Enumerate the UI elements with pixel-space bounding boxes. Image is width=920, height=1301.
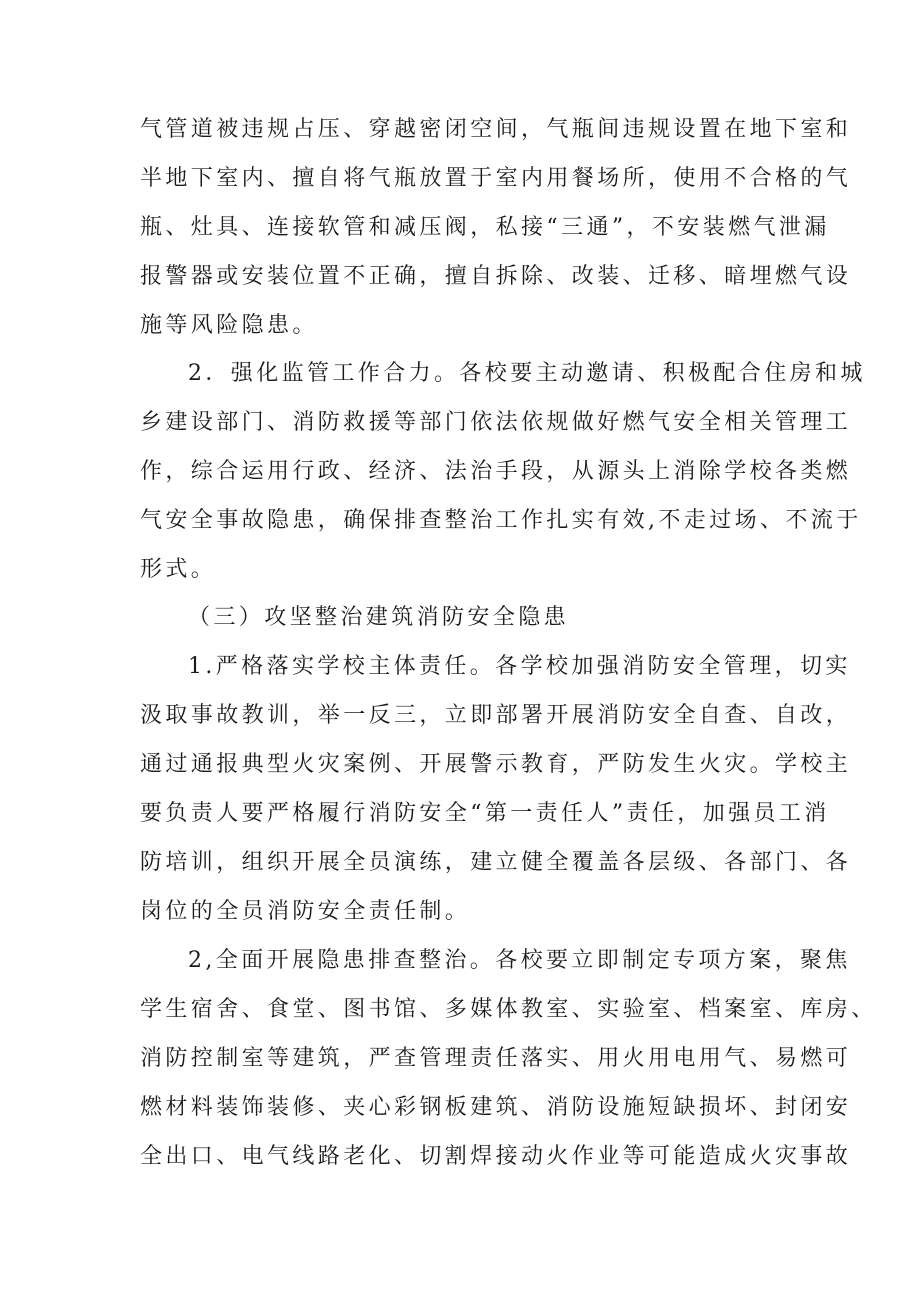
paragraph-line: 学生宿舍、食堂、图书馆、多媒体教室、实验室、档案室、库房、 bbox=[140, 997, 877, 1022]
section-heading: （三）攻坚整治建筑消防安全隐患 bbox=[188, 605, 570, 630]
paragraph-line: 2．强化监管工作合力。各校要主动邀请、积极配合住房和城 bbox=[188, 361, 866, 386]
paragraph-line: 半地下室内、擅自将气瓶放置于室内用餐场所，使用不合格的气 bbox=[140, 166, 852, 191]
paragraph-line: 施等风险隐患。 bbox=[140, 313, 318, 338]
paragraph-line: 作，综合运用行政、经济、法治手段，从源头上消除学校各类燃 bbox=[140, 459, 852, 484]
paragraph-line: 气安全事故隐患，确保排查整治工作扎实有效,不走过场、不流于 bbox=[140, 508, 862, 533]
paragraph-line: 1.严格落实学校主体责任。各学校加强消防安全管理，切实 bbox=[188, 654, 851, 679]
paragraph-line: 报警器或安装位置不正确，擅自拆除、改装、迁移、暗埋燃气设 bbox=[140, 264, 852, 289]
paragraph-line: 全出口、电气线路老化、切割焊接动火作业等可能造成火灾事故 bbox=[140, 1144, 852, 1169]
paragraph-line: 瓶、灶具、连接软管和减压阀，私接“三通”，不安装燃气泄漏 bbox=[140, 215, 830, 240]
paragraph-line: 乡建设部门、消防救援等部门依法依规做好燃气安全相关管理工 bbox=[140, 410, 852, 435]
paragraph-line: 通过通报典型火灾案例、开展警示教育，严防发生火灾。学校主 bbox=[140, 752, 852, 777]
paragraph-line: 汲取事故教训，举一反三，立即部署开展消防安全自查、自改， bbox=[140, 703, 852, 728]
paragraph-line: 气管道被违规占压、穿越密闭空间，气瓶间违规设置在地下室和 bbox=[140, 117, 852, 142]
paragraph-line: 岗位的全员消防安全责任制。 bbox=[140, 899, 471, 924]
paragraph-line: 燃材料装饰装修、夹心彩钢板建筑、消防设施短缺损坏、封闭安 bbox=[140, 1095, 852, 1120]
paragraph-line: 防培训，组织开展全员演练，建立健全覆盖各层级、各部门、各 bbox=[140, 850, 852, 875]
paragraph-line: 要负责人要严格履行消防安全“第一责任人”责任，加强员工消 bbox=[140, 801, 830, 826]
paragraph-line: 消防控制室等建筑，严查管理责任落实、用火用电用气、易燃可 bbox=[140, 1046, 852, 1071]
paragraph-line: 2,全面开展隐患排查整治。各校要立即制定专项方案，聚焦 bbox=[188, 948, 851, 973]
paragraph-line: 形式。 bbox=[140, 557, 217, 582]
